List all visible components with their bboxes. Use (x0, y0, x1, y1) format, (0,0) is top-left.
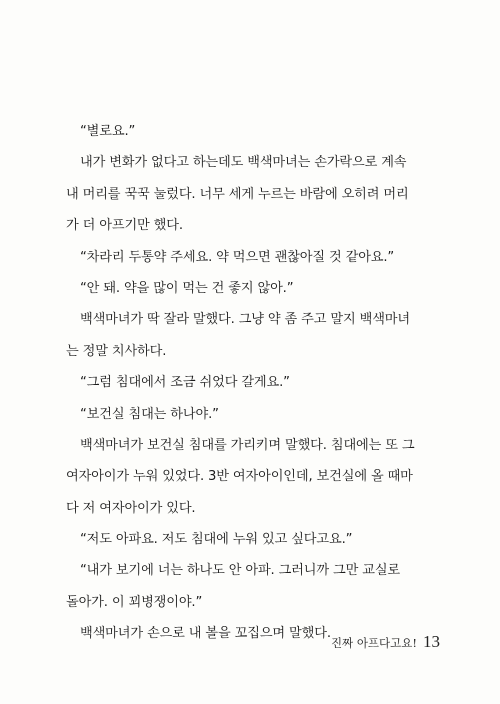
paragraph-line: 는 정말 치사하다. (66, 343, 167, 359)
paragraph-line: 여자아이가 누워 있었다. 3반 여자아이인데, 보건실에 올 때마 (66, 469, 413, 485)
paragraph-line: 가 더 아프기만 했다. (66, 218, 183, 234)
paragraph-line: “저도 아파요. 저도 침대에 누워 있고 싶다고요.” (80, 532, 353, 548)
paragraph-line: “차라리 두통약 주세요. 약 먹으면 괜찮아질 것 같아요.” (80, 249, 395, 265)
paragraph-line: 다 저 여자아이가 있다. (66, 500, 196, 516)
paragraph-line: 백색마녀가 보건실 침대를 가리키며 말했다. 침대에는 또 그 (80, 437, 415, 453)
paragraph-line: “보건실 침대는 하나야.” (80, 406, 219, 422)
paragraph-line: “별로요.” (80, 124, 136, 139)
running-title: 진짜 아프다고요! (330, 636, 417, 650)
page-number: 13 (423, 632, 440, 651)
paragraph-line: “내가 보기에 너는 하나도 안 아파. 그러니까 그만 교실로 (80, 563, 401, 579)
paragraph-line: 백색마녀가 딱 잘라 말했다. 그냥 약 좀 주고 말지 백색마녀 (80, 312, 410, 328)
paragraph-line: 내가 변화가 없다고 하는데도 백색마녀는 손가락으로 계속 (80, 155, 407, 171)
page-footer (331, 632, 440, 652)
body-text (66, 116, 446, 650)
paragraph-line: “안 돼. 약을 많이 먹는 건 좋지 않아.” (80, 280, 294, 296)
paragraph-line: 돌아가. 이 꾀병쟁이야.” (66, 594, 203, 610)
paragraph-line: 내 머리를 꾹꾹 눌렀다. 너무 세게 누르는 바람에 오히려 머리 (66, 186, 409, 202)
paragraph-line: “그럼 침대에서 조금 쉬었다 갈게요.” (80, 375, 290, 391)
paragraph-line: 백색마녀가 손으로 내 볼을 꼬집으며 말했다. (80, 626, 331, 642)
